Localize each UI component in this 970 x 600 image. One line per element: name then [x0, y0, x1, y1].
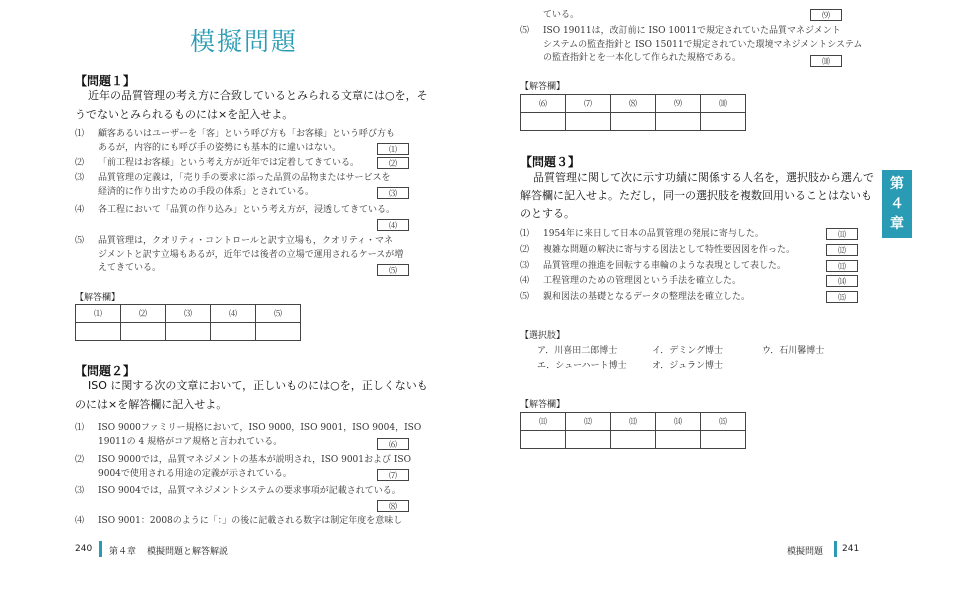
answer-header: ⒂ — [701, 413, 746, 431]
choices-label: 【選択肢】 — [520, 331, 566, 341]
answer-box-15[interactable]: ⒂ — [826, 291, 858, 303]
item-text: の監査指針とを一本化して作られた規格である。 — [543, 53, 742, 63]
q3-item-1 — [520, 228, 820, 242]
answer-header: ⑵ — [121, 305, 166, 323]
choice-o: オ．ジュラン博士 — [652, 361, 724, 371]
answer-box-12[interactable]: ⑿ — [826, 244, 858, 256]
answer-cell[interactable] — [121, 323, 166, 341]
answer-header: ⑺ — [566, 95, 611, 113]
answer-header: ⑶ — [166, 305, 211, 323]
q3-heading: 【問題３】 — [520, 155, 581, 169]
q1-item-2 — [75, 157, 415, 171]
item-number: ⑷ — [75, 516, 85, 526]
answer-box-14[interactable]: ⒁ — [826, 275, 858, 287]
answer-box-3[interactable]: ⑶ — [377, 187, 409, 199]
item-text: システムの監査指針と ISO 15011で規定されていた環境マネジメントシステム — [543, 39, 863, 50]
q1-item-5 — [75, 235, 415, 279]
continued-text: ている。 — [543, 10, 580, 20]
item-number: ⑷ — [520, 276, 530, 286]
footer-divider-right — [834, 541, 837, 557]
item-number: ⑵ — [520, 245, 530, 255]
item-number: ⑶ — [75, 173, 85, 183]
answer-box-6[interactable]: ⑹ — [377, 438, 409, 450]
q1-intro-line-2: うでないとみられるものには×を記入せよ。 — [75, 108, 294, 121]
item-text: 「前工程はお客様」という考え方が近年では定着してきている。 — [98, 158, 360, 168]
page-number-right: 241 — [842, 544, 860, 554]
q3-intro-line-3: のとする。 — [520, 207, 575, 220]
answer-cell[interactable] — [566, 113, 611, 131]
q3-item-5 — [520, 291, 820, 305]
item-number: ⑸ — [520, 26, 530, 36]
answer-box-8[interactable]: ⑻ — [377, 500, 409, 512]
item-text: 品質管理の推進を回転する車輪のような表現として表した。 — [543, 261, 787, 271]
q1-item-4 — [75, 204, 415, 218]
answer-table-q1 — [75, 304, 301, 341]
item-text: ISO 19011は，改訂前に ISO 10011で規定されていた品質マネジメント — [543, 26, 841, 36]
answer-cell[interactable] — [656, 113, 701, 131]
choice-i: イ．デミング博士 — [652, 346, 724, 356]
answer-box-7[interactable]: ⑺ — [377, 469, 409, 481]
answer-cell[interactable] — [611, 113, 656, 131]
item-text: 品質管理は，クオリティ・コントロールと訳す立場も，クオリティ・マネ — [98, 236, 394, 246]
answer-box-13[interactable]: ⒀ — [826, 260, 858, 272]
item-text: ISO 9004では，品質マネジメントシステムの要求事項が記載されている。 — [98, 486, 401, 496]
item-text: ISO 9001：2008のように「：」の後に記載される数字は制定年度を意味し — [98, 516, 403, 526]
choice-e: エ．シューハート博士 — [537, 361, 627, 371]
item-text: 工程管理のための管理図という手法を確立した。 — [543, 276, 742, 286]
answer-header: ⑴ — [76, 305, 121, 323]
answer-cell[interactable] — [211, 323, 256, 341]
item-number: ⑸ — [75, 236, 85, 246]
answer-cell[interactable] — [656, 431, 701, 449]
q1-heading: 【問題１】 — [75, 74, 136, 88]
answer-header: ⑼ — [656, 95, 701, 113]
answer-cell[interactable] — [701, 113, 746, 131]
answer-header: ⑽ — [701, 95, 746, 113]
chapter-tab — [882, 170, 912, 238]
answer-table-q3 — [520, 412, 746, 449]
item-text: 経済的に作り出すための手段の体系」とされている。 — [98, 186, 315, 197]
answer-table-q2 — [520, 94, 746, 131]
answer-box-5[interactable]: ⑸ — [377, 264, 409, 276]
answer-box-10[interactable]: ⑽ — [810, 55, 842, 67]
q2-item-2 — [75, 454, 415, 484]
chapter-tab-char: 章 — [890, 216, 904, 232]
item-number: ⑷ — [75, 205, 85, 215]
q3-item-3 — [520, 260, 820, 274]
answer-label: 【解答欄】 — [520, 82, 566, 92]
page-title: 模擬問題 — [190, 27, 299, 56]
q2-heading: 【問題２】 — [75, 364, 136, 378]
answer-box-1[interactable]: ⑴ — [377, 143, 409, 155]
item-text: 顧客あるいはユーザーを「客」という呼び方も「お客様」という呼び方も — [98, 129, 396, 139]
answer-label: 【解答欄】 — [75, 293, 121, 303]
answer-header: ⒀ — [611, 413, 656, 431]
footer-divider-left — [99, 541, 102, 557]
answer-header: ⑿ — [566, 413, 611, 431]
chapter-tab-char: ４ — [890, 196, 904, 212]
item-text: ISO 9000ファミリー規格において，ISO 9000，ISO 9001，ISO 9004，ISO — [98, 423, 422, 433]
q2-item-3 — [75, 485, 415, 499]
item-number: ⑶ — [520, 261, 530, 271]
q3-item-2 — [520, 244, 820, 258]
answer-header: ⑷ — [211, 305, 256, 323]
answer-header: ⒁ — [656, 413, 701, 431]
q2-item-1 — [75, 422, 422, 452]
answer-header: ⑸ — [256, 305, 301, 323]
page-number-left: 240 — [75, 544, 93, 554]
item-text: えてきている。 — [98, 263, 162, 273]
footer-chapter-title: 模擬問題と解答解説 — [147, 547, 229, 557]
item-text: ISO 9000では，品質マネジメントの基本が説明され，ISO 9001および ISO — [98, 455, 411, 465]
chapter-tab-char: 第 — [890, 176, 904, 192]
q2-intro-line-2: のには×を解答欄に記入せよ。 — [75, 398, 228, 411]
answer-label: 【解答欄】 — [520, 400, 566, 410]
q1-item-1 — [75, 128, 415, 158]
q3-intro-line-2: 解答欄に記入せよ。ただし，同一の選択肢を複数回用いることはないも — [520, 189, 872, 202]
q2-intro-line-1: ISO に関する次の文章において，正しいものには○を，正しくないも — [88, 379, 428, 392]
answer-header: ⑻ — [611, 95, 656, 113]
q2-item-4 — [75, 515, 420, 529]
choice-u: ウ．石川馨博士 — [762, 346, 825, 356]
item-text: 9004で使用される用途の定義が示されている。 — [98, 468, 292, 479]
choice-a: ア．川喜田二郎博士 — [537, 346, 618, 356]
item-number: ⑶ — [75, 486, 85, 496]
item-text: 品質管理の定義は，「売り手の要求に添った品質の品物またはサービスを — [98, 173, 391, 183]
q1-item-3 — [75, 172, 415, 202]
footer-chapter: 第４章 — [109, 547, 137, 557]
answer-header: ⑹ — [521, 95, 566, 113]
answer-box-9[interactable]: ⑼ — [810, 9, 842, 21]
answer-header: ⑾ — [521, 413, 566, 431]
q1-intro-line-1: 近年の品質管理の考え方に合致しているとみられる文章には○を，そ — [88, 89, 428, 102]
answer-cell[interactable] — [166, 323, 211, 341]
item-text: 親和図法の基礎となるデータの整理法を確立した。 — [543, 292, 751, 302]
footer-section-title: 模擬問題 — [787, 547, 824, 557]
item-text: 各工程において「品質の作り込み」という考え方が，浸透してきている。 — [98, 205, 396, 215]
q3-intro-line-1: 品質管理に関して次に示す功績に関係する人名を，選択肢から選んで — [533, 171, 874, 184]
answer-box-11[interactable]: ⑾ — [826, 228, 858, 240]
answer-cell[interactable] — [256, 323, 301, 341]
item-number: ⑵ — [75, 158, 85, 168]
item-text: ジメントと訳す立場もあるが，近年では後者の立場で運用されるケースが増 — [98, 249, 404, 260]
item-text: あるが，内容的にも呼び手の姿勢にも基本的に違いはない。 — [98, 142, 342, 153]
answer-box-4[interactable]: ⑷ — [377, 219, 409, 231]
answer-cell[interactable] — [701, 431, 746, 449]
answer-cell[interactable] — [611, 431, 656, 449]
item-text: 19011の 4 規格がコア規格と言われている。 — [98, 436, 283, 447]
answer-box-2[interactable]: ⑵ — [377, 157, 409, 169]
item-number: ⑴ — [75, 129, 85, 139]
item-text: 複雑な問題の解決に寄与する図法として特性要因図を作った。 — [543, 245, 796, 255]
item-number: ⑴ — [520, 229, 530, 239]
answer-cell[interactable] — [521, 113, 566, 131]
item-number: ⑸ — [520, 292, 530, 302]
q3-item-4 — [520, 275, 820, 289]
item-number: ⑵ — [75, 455, 85, 465]
item-number: ⑴ — [75, 423, 85, 433]
answer-cell[interactable] — [76, 323, 121, 341]
answer-cell[interactable] — [566, 431, 611, 449]
answer-cell[interactable] — [521, 431, 566, 449]
item-text: 1954年に来日して日本の品質管理の発展に寄与した。 — [543, 229, 764, 239]
